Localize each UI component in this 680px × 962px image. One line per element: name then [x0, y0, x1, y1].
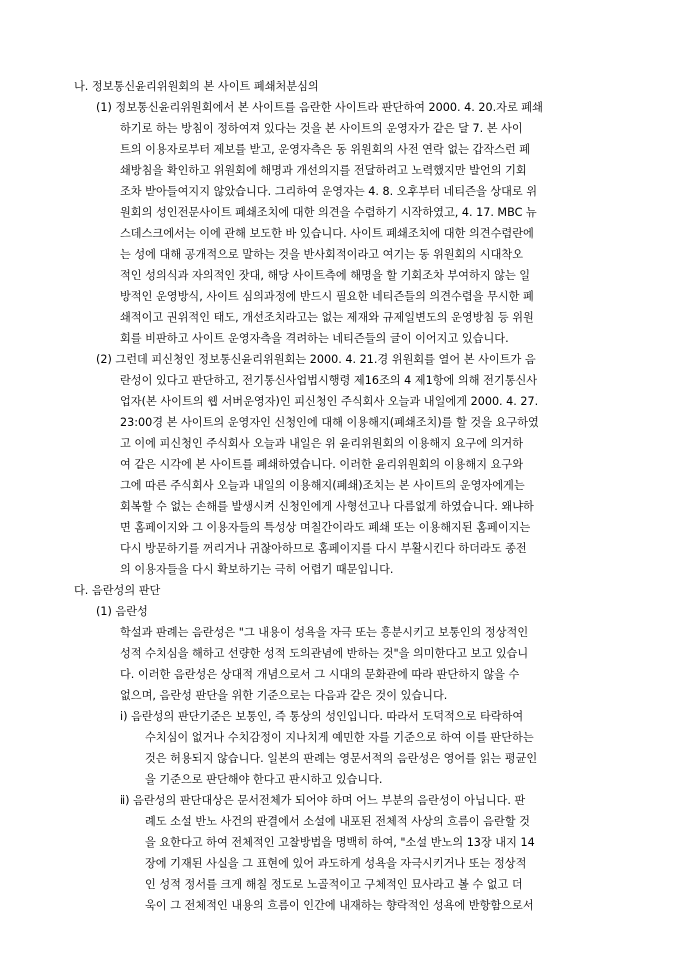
paragraph-1-line: 는 성에 대해 공개적으로 말하는 것을 반사회적이라고 여기는 동 위원회의 시대착오 [120, 248, 524, 261]
paragraph-3-line: 학설과 판례는 음란성은 "그 내용이 성욕을 자극 또는 흥분시키고 보통인의 정상적인 [120, 626, 529, 639]
criterion-i-line: 것은 허용되지 않습니다. 일본의 판례는 영문서적의 음란성은 영어를 읽는 평균인 [145, 752, 538, 765]
criterion-ii-line: 인 성적 정서를 크게 해칠 정도로 노골적이고 구체적인 묘사라고 볼 수 없고 더 [145, 878, 523, 891]
paragraph-1-line: 쇄적이고 권위적인 태도, 개선조치라고는 없는 제재와 규제일변도의 운영방침 등 위원 [120, 311, 534, 324]
paragraph-2-line: 회복할 수 없는 손해를 발생시켜 신청인에게 사형선고나 다름없게 하였습니다. 왜냐하 [120, 500, 534, 513]
paragraph-1-line: 하기로 하는 방침이 정하여져 있다는 것을 본 사이트의 운영자가 같은 달 7. 본 사이 [120, 122, 523, 135]
paragraph-2-line: 고 이에 피신청인 주식회사 오늘과 내일은 위 윤리위원회의 이용해지 요구에 의거하 [120, 437, 524, 450]
criterion-ii-line: ⅱ) 음란성의 판단대상은 문서전체가 되어야 하며 어느 부분의 음란성이 아닙니다. 판 [120, 794, 526, 807]
paragraph-2-line: 란성이 있다고 판단하고, 전기통신사업법시행령 제16조의 4 제1항에 의해 전기통신사 [120, 374, 538, 387]
section-heading-na: 나. 정보통신윤리위원회의 본 사이트 폐쇄처분심의 [74, 80, 319, 93]
criterion-ii-line: 을 요한다고 하여 전체적인 고찰방법을 명백히 하여, "소설 반노의 13장 내지 14 [145, 836, 535, 849]
subsection-heading-obscenity: (1) 음란성 [96, 605, 148, 618]
paragraph-2-line: 그에 따른 주식회사 오늘과 내일의 이용해지(폐쇄)조치는 본 사이트의 운영자에게는 [120, 479, 525, 492]
paragraph-1-line: 회를 비판하고 사이트 운영자측을 격려하는 네티즌들의 글이 이어지고 있습니다. [120, 332, 509, 345]
paragraph-3-line: 다. 이러한 음란성은 상대적 개념으로서 그 시대의 문화관에 따라 판단하지 않을 수 [120, 668, 520, 681]
section-heading-da: 다. 음란성의 판단 [74, 584, 161, 597]
paragraph-2-line: 23:00경 본 사이트의 운영자인 신청인에 대해 이용해지(폐쇄조치)를 할 것을 요구하였 [120, 416, 539, 429]
paragraph-1-line: 방적인 운영방식, 사이트 심의과정에 반드시 필요한 네티즌들의 의견수렴을 무시한 폐 [120, 290, 534, 303]
paragraph-2-line: 업자(본 사이트의 웹 서버운영자)인 피신청인 주식회사 오늘과 내일에게 2000. 4. 27. [120, 395, 539, 408]
paragraph-1-line: 스데스크에서는 이에 관해 보도한 바 있습니다. 사이트 폐쇄조치에 대한 의견수렴란에 [120, 227, 534, 240]
paragraph-3-line: 없으며, 음란성 판단을 위한 기준으로는 다음과 같은 것이 있습니다. [120, 689, 448, 702]
paragraph-1-line: (1) 정보통신윤리위원회에서 본 사이트를 음란한 사이트라 판단하여 2000. 4. 20.자로 폐쇄 [96, 101, 543, 114]
paragraph-2-line: (2) 그런데 피신청인 정보통신윤리위원회는 2000. 4. 21.경 위원회를 열어 본 사이트가 음 [96, 353, 536, 366]
criterion-ii-line: 욱이 그 전체적인 내용의 흐름이 인간에 내재하는 향락적인 성욕에 반항함으로서 [145, 899, 534, 912]
paragraph-2-line: 면 홈페이지와 그 이용자들의 특성상 며칠간이라도 폐쇄 또는 이용해지된 홈페이지는 [120, 521, 531, 534]
paragraph-3-line: 성적 수치심을 해하고 선량한 성적 도의관념에 반하는 것"을 의미한다고 보고 있습니 [120, 647, 529, 660]
criterion-i-line: 수치심이 없거나 수치감정이 지나치게 예민한 자를 기준으로 하여 이를 판단하는 [145, 731, 534, 744]
paragraph-1-line: 트의 이용자로부터 제보를 받고, 운영자측은 동 위원회의 사전 연락 없는 갑작스런 폐 [120, 143, 531, 156]
paragraph-1-line: 원회의 성인전문사이트 폐쇄조치에 대한 의견을 수렴하기 시작하였고, 4. 17. MBC 뉴 [120, 206, 537, 219]
paragraph-1-line: 적인 성의식과 자의적인 잣대, 해당 사이트측에 해명을 할 기회조차 부여하지 않는 일 [120, 269, 531, 282]
paragraph-2-line: 의 이용자들을 다시 확보하기는 극히 어렵기 때문입니다. [120, 563, 394, 576]
paragraph-2-line: 다시 방문하기를 꺼리거나 귀찮아하므로 홈페이지를 다시 부활시킨다 하더라도 종전 [120, 542, 527, 555]
criterion-i-line: ⅰ) 음란성의 판단기준은 보통인, 즉 통상의 성인입니다. 따라서 도덕적으로 타락하여 [120, 710, 524, 723]
paragraph-1-line: 조차 받아들여지지 않았습니다. 그리하여 운영자는 4. 8. 오후부터 네티즌을 상대로 위 [120, 185, 538, 198]
criterion-i-line: 을 기준으로 판단해야 한다고 판시하고 있습니다. [145, 773, 383, 786]
paragraph-2-line: 여 같은 시각에 본 사이트를 폐쇄하였습니다. 이러한 윤리위원회의 이용해지 요구와 [120, 458, 524, 471]
paragraph-1-line: 쇄방침을 확인하고 위원회에 해명과 개선의지를 전달하려고 노력했지만 발언의 기회 [120, 164, 527, 177]
criterion-ii-line: 장에 기재된 사실을 그 표현에 있어 과도하게 성욕을 자극시키거나 또는 정상적 [145, 857, 527, 870]
criterion-ii-line: 례도 소설 반노 사건의 판결에서 소설에 내포된 전체적 사상의 흐름이 음란할 것 [145, 815, 530, 828]
